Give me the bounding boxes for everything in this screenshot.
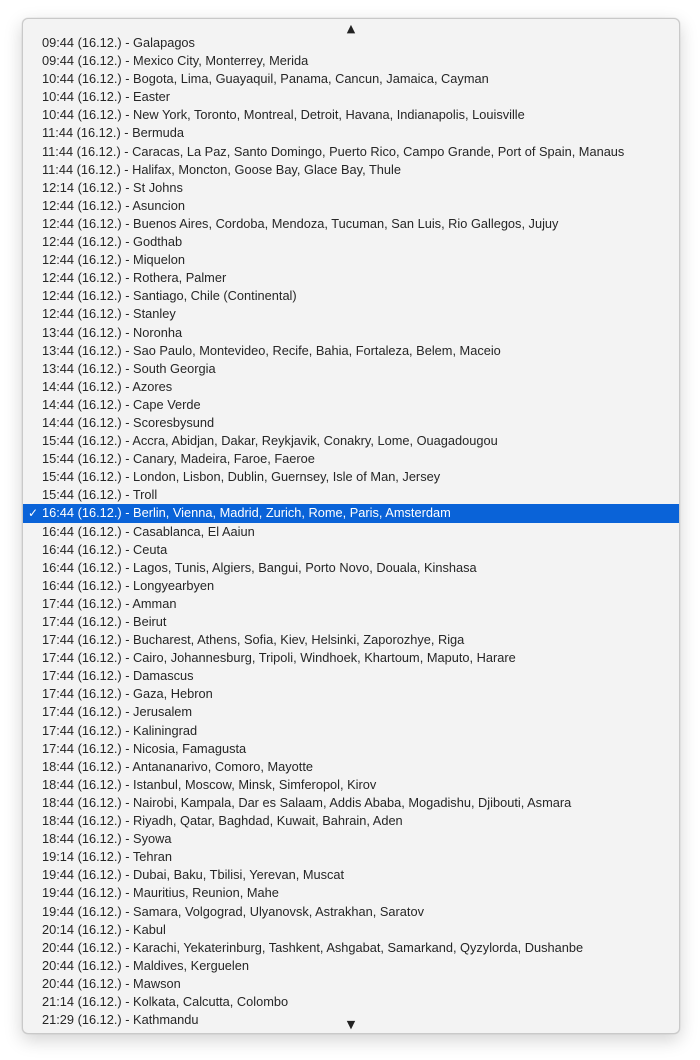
menu-item-label: 17:44 (16.12.) - Amman (42, 595, 177, 611)
menu-item[interactable] (23, 179, 679, 197)
menu-item[interactable] (23, 848, 679, 866)
menu-item[interactable] (23, 324, 679, 342)
menu-item[interactable] (23, 305, 679, 323)
menu-item-label: 17:44 (16.12.) - Cairo, Johannesburg, Tripoli, Windhoek, Khartoum, Maputo, Harare (42, 650, 516, 666)
menu-item[interactable] (23, 342, 679, 360)
menu-item-label: 20:44 (16.12.) - Mawson (42, 975, 181, 991)
menu-item-label: 18:44 (16.12.) - Antananarivo, Comoro, Mayotte (42, 758, 314, 774)
menu-item-label: 20:44 (16.12.) - Maldives, Kerguelen (42, 957, 249, 973)
menu-item-label: 21:29 (16.12.) - Kathmandu (42, 1012, 199, 1028)
menu-item-label: 17:44 (16.12.) - Kaliningrad (42, 722, 198, 738)
menu-item-label: 14:44 (16.12.) - Cape Verde (42, 396, 201, 412)
menu-item-label: 15:44 (16.12.) - London, Lisbon, Dublin, Guernsey, Isle of Man, Jersey (42, 469, 441, 485)
menu-item[interactable] (23, 251, 679, 269)
menu-item[interactable] (23, 414, 679, 432)
menu-item[interactable] (23, 559, 679, 577)
menu-item-label: 12:44 (16.12.) - Buenos Aires, Cordoba, Mendoza, Tucuman, San Luis, Rio Gallegos, Jujuy (42, 215, 559, 231)
menu-item[interactable] (23, 740, 679, 758)
menu-item-label: 18:44 (16.12.) - Syowa (42, 831, 172, 847)
menu-item[interactable] (23, 884, 679, 902)
menu-item-label: 16:44 (16.12.) - Ceuta (42, 541, 168, 557)
menu-item[interactable] (23, 703, 679, 721)
menu-item-selected[interactable] (23, 504, 679, 522)
menu-item-label: 12:44 (16.12.) - Santiago, Chile (Continental) (42, 288, 297, 304)
menu-item[interactable] (23, 197, 679, 215)
menu-item-label: 19:44 (16.12.) - Samara, Volgograd, Ulyanovsk, Astrakhan, Saratov (42, 903, 424, 919)
menu-item[interactable] (23, 685, 679, 703)
menu-item-label: 09:44 (16.12.) - Galapagos (42, 35, 195, 50)
menu-item[interactable] (23, 378, 679, 396)
menu-item[interactable] (23, 432, 679, 450)
menu-item[interactable] (23, 106, 679, 124)
menu-item[interactable] (23, 360, 679, 378)
menu-item-label: 12:44 (16.12.) - Stanley (42, 306, 176, 322)
menu-item-label: 11:44 (16.12.) - Bermuda (42, 125, 185, 141)
menu-item-label: 12:44 (16.12.) - Godthab (42, 234, 183, 250)
menu-item[interactable] (23, 758, 679, 776)
menu-item-label: 12:44 (16.12.) - Miquelon (42, 252, 185, 268)
menu-item[interactable] (23, 215, 679, 233)
menu-item[interactable] (23, 161, 679, 179)
menu-item-label: 17:44 (16.12.) - Nicosia, Famagusta (42, 740, 247, 756)
menu-item[interactable] (23, 957, 679, 975)
menu-item-label: 17:44 (16.12.) - Jerusalem (42, 704, 193, 720)
checkmark-icon: ✓ (28, 506, 39, 521)
menu-item[interactable] (23, 269, 679, 287)
menu-item[interactable] (23, 921, 679, 939)
timezone-popup-menu (22, 18, 680, 1034)
menu-item-label: 19:14 (16.12.) - Tehran (42, 849, 172, 865)
menu-item[interactable] (23, 88, 679, 106)
menu-item-label: 10:44 (16.12.) - New York, Toronto, Montreal, Detroit, Havana, Indianapolis, Louisville (42, 107, 525, 123)
menu-item-label: 18:44 (16.12.) - Istanbul, Moscow, Minsk, Simferopol, Kirov (42, 776, 377, 792)
menu-item-label: 15:44 (16.12.) - Canary, Madeira, Faroe, Faeroe (42, 451, 315, 467)
menu-item[interactable] (23, 468, 679, 486)
menu-item-label: 18:44 (16.12.) - Nairobi, Kampala, Dar es Salaam, Addis Ababa, Mogadishu, Djibouti, Asmara (42, 794, 572, 810)
menu-item-label: 13:44 (16.12.) - Sao Paulo, Montevideo, Recife, Bahia, Fortaleza, Belem, Maceio (42, 342, 501, 358)
menu-item[interactable] (23, 541, 679, 559)
timezone-list[interactable] (23, 34, 679, 1028)
menu-item-label: 17:44 (16.12.) - Gaza, Hebron (42, 686, 213, 702)
menu-item-label: 16:44 (16.12.) - Casablanca, El Aaiun (42, 523, 255, 539)
menu-item[interactable] (23, 124, 679, 142)
menu-item-label: 10:44 (16.12.) - Bogota, Lima, Guayaquil, Panama, Cancun, Jamaica, Cayman (42, 71, 489, 87)
menu-item[interactable] (23, 812, 679, 830)
menu-item-label: 20:14 (16.12.) - Kabul (42, 921, 166, 937)
scroll-down-arrow-icon[interactable]: ▼ (346, 1017, 356, 1031)
menu-item[interactable] (23, 52, 679, 70)
menu-item-label: 12:44 (16.12.) - Rothera, Palmer (42, 270, 227, 286)
menu-item[interactable] (23, 595, 679, 613)
menu-item-label: 11:44 (16.12.) - Caracas, La Paz, Santo Domingo, Puerto Rico, Campo Grande, Port of Spain, Manaus (42, 143, 625, 159)
menu-item-label: 19:44 (16.12.) - Mauritius, Reunion, Mahe (42, 885, 279, 901)
menu-item[interactable] (23, 631, 679, 649)
menu-item[interactable] (23, 34, 679, 52)
menu-item-label: 18:44 (16.12.) - Riyadh, Qatar, Baghdad, Kuwait, Bahrain, Aden (42, 813, 403, 829)
menu-item-label: 12:14 (16.12.) - St Johns (42, 179, 183, 195)
menu-item[interactable] (23, 830, 679, 848)
menu-item[interactable] (23, 486, 679, 504)
menu-item-label: 16:44 (16.12.) - Longyearbyen (42, 577, 215, 593)
menu-item-label: 15:44 (16.12.) - Accra, Abidjan, Dakar, Reykjavik, Conakry, Lome, Ouagadougou (42, 433, 498, 449)
menu-item[interactable] (23, 975, 679, 993)
menu-item[interactable] (23, 993, 679, 1011)
menu-item[interactable] (23, 613, 679, 631)
menu-item-label: 11:44 (16.12.) - Halifax, Moncton, Goose Bay, Glace Bay, Thule (42, 161, 401, 177)
menu-item-label: 14:44 (16.12.) - Azores (42, 378, 173, 394)
menu-item[interactable] (23, 939, 679, 957)
menu-item[interactable] (23, 649, 679, 667)
menu-item[interactable] (23, 233, 679, 251)
menu-item-label: 12:44 (16.12.) - Asuncion (42, 197, 185, 213)
menu-item[interactable] (23, 866, 679, 884)
menu-item-label: 15:44 (16.12.) - Troll (42, 487, 158, 503)
menu-item-label: 16:44 (16.12.) - Lagos, Tunis, Algiers, Bangui, Porto Novo, Douala, Kinshasa (42, 559, 477, 575)
menu-item-label: 09:44 (16.12.) - Mexico City, Monterrey, Merida (42, 53, 309, 69)
menu-item-label: 21:14 (16.12.) - Kolkata, Calcutta, Colombo (42, 993, 289, 1009)
menu-item[interactable] (23, 143, 679, 161)
menu-item-label: 20:44 (16.12.) - Karachi, Yekaterinburg, Tashkent, Ashgabat, Samarkand, Qyzylorda, Dushanbe (42, 939, 584, 955)
menu-item-label: 13:44 (16.12.) - South Georgia (42, 360, 216, 376)
menu-item[interactable] (23, 667, 679, 685)
scroll-up-arrow-icon[interactable]: ▲ (346, 21, 356, 35)
menu-item[interactable] (23, 794, 679, 812)
menu-item-label: 19:44 (16.12.) - Dubai, Baku, Tbilisi, Yerevan, Muscat (42, 867, 345, 883)
menu-item[interactable] (23, 287, 679, 305)
menu-item[interactable] (23, 722, 679, 740)
menu-item-label: 16:44 (16.12.) - Berlin, Vienna, Madrid, Zurich, Rome, Paris, Amsterdam (42, 505, 451, 521)
menu-item-label: 14:44 (16.12.) - Scoresbysund (42, 414, 215, 430)
menu-item[interactable] (23, 450, 679, 468)
menu-item[interactable] (23, 577, 679, 595)
menu-item-label: 17:44 (16.12.) - Bucharest, Athens, Sofia, Kiev, Helsinki, Zaporozhye, Riga (42, 632, 465, 648)
menu-item[interactable] (23, 776, 679, 794)
menu-item[interactable] (23, 903, 679, 921)
menu-item[interactable] (23, 70, 679, 88)
menu-item[interactable] (23, 523, 679, 541)
menu-item-label: 17:44 (16.12.) - Beirut (42, 614, 167, 629)
menu-item-label: 17:44 (16.12.) - Damascus (42, 668, 194, 684)
menu-item-label: 13:44 (16.12.) - Noronha (42, 324, 183, 340)
menu-item[interactable] (23, 396, 679, 414)
menu-item-label: 10:44 (16.12.) - Easter (42, 89, 171, 105)
